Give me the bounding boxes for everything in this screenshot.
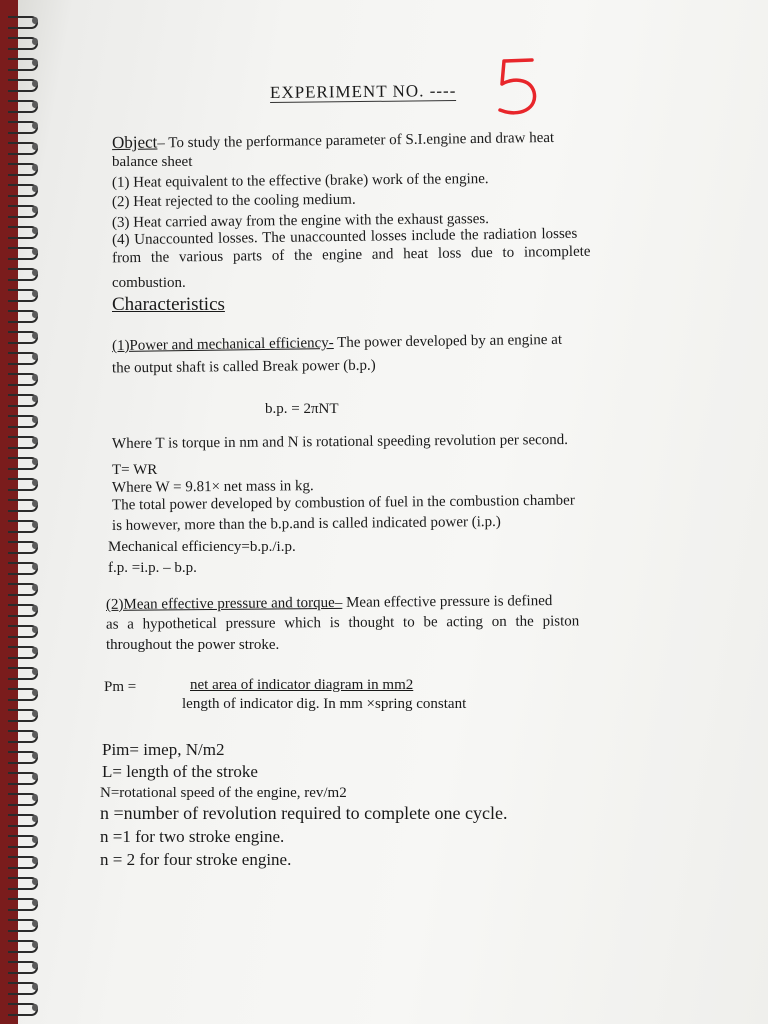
spiral-coil — [2, 1001, 40, 1015]
spiral-coil — [2, 98, 40, 112]
object-item-3: (3) Heat carried away from the engine with the exhaust gasses. — [111, 211, 490, 231]
spiral-coil — [2, 896, 40, 910]
spiral-coil — [2, 938, 40, 952]
object-item-2: (2) Heat rejected to the cooling medium. — [111, 191, 356, 211]
spiral-coil — [2, 770, 40, 784]
line-mech-eff: Mechanical efficiency=b.p./i.p. — [108, 539, 296, 555]
object-item-4-cont: from the various parts of the engine and heat loss due to incomplete — [111, 243, 591, 267]
spiral-coil — [2, 917, 40, 931]
spiral-coil — [2, 665, 40, 679]
spiral-coil — [2, 77, 40, 91]
def-n-speed: N=rotational speed of the engine, rev/m2 — [100, 785, 347, 801]
spiral-coil — [2, 392, 40, 406]
spiral-coil — [2, 203, 40, 217]
line-t-wr: T= WR — [112, 462, 158, 478]
spiral-coil — [2, 539, 40, 553]
title-text: EXPERIMENT NO. ---- — [269, 81, 457, 102]
spiral-coil — [2, 245, 40, 259]
def-n-rev: n =number of revolution required to complete one cycle. — [100, 803, 508, 823]
spiral-coil — [2, 791, 40, 805]
characteristics-heading: Characteristics — [112, 294, 225, 315]
p1-label: (1)Power and mechanical efficiency- — [111, 335, 334, 355]
line-where-w: Where W = 9.81× net mass in kg. — [111, 478, 314, 496]
spiral-coil — [2, 413, 40, 427]
spiral-coil — [2, 581, 40, 595]
experiment-title — [270, 81, 457, 103]
def-pim: Pim= imep, N/m2 — [102, 740, 225, 759]
spiral-coil — [2, 560, 40, 574]
spiral-coil — [2, 350, 40, 364]
object-text: – To study the performance parameter of S.I.engine and draw heat — [157, 129, 555, 152]
p2-line-1 — [106, 592, 553, 615]
spiral-coil — [2, 875, 40, 889]
spiral-coil — [2, 140, 40, 154]
spiral-coil — [2, 959, 40, 973]
line-total-power: The total power developed by combustion of fuel in the combustion chamber — [111, 492, 575, 514]
spiral-coil — [2, 371, 40, 385]
line-fp: f.p. =i.p. – b.p. — [108, 560, 197, 576]
pm-label: Pm = — [104, 679, 137, 695]
spiral-coil — [2, 854, 40, 868]
spiral-coil — [2, 728, 40, 742]
spiral-coil — [2, 833, 40, 847]
p2-line-2: as a hypothetical pressure which is thought to be acting on the piston — [105, 613, 580, 633]
object-item-4-end: combustion. — [112, 275, 186, 291]
spiral-coil — [2, 476, 40, 490]
bp-formula: b.p. = 2πNT — [265, 401, 339, 417]
spiral-coil — [2, 161, 40, 175]
line-where-t: Where T is torque in nm and N is rotational speeding revolution per second. — [111, 432, 569, 452]
spiral-coil — [2, 686, 40, 700]
line-ip: is however, more than the b.p.and is called indicated power (i.p.) — [111, 513, 501, 535]
def-n1: n =1 for two stroke engine. — [100, 827, 285, 846]
pm-numerator-text: net area of indicator diagram in mm2 — [190, 677, 414, 693]
object-heading: Object — [111, 132, 158, 153]
spiral-coil — [2, 602, 40, 616]
spiral-coil — [2, 980, 40, 994]
spiral-coil — [2, 434, 40, 448]
object-item-4: (4) Unaccounted losses. The unaccounted losses include the radiation losses — [111, 225, 578, 249]
spiral-coil — [2, 497, 40, 511]
spiral-coil — [2, 749, 40, 763]
spiral-coil — [2, 14, 40, 28]
spiral-coil — [2, 812, 40, 826]
p1-line-2: the output shaft is called Break power (b.p.) — [111, 357, 376, 377]
spiral-coil — [2, 56, 40, 70]
object-item-1: (1) Heat equivalent to the effective (brake) work of the engine. — [111, 171, 489, 191]
spiral-coil — [2, 119, 40, 133]
p1-text: The power developed by an engine at — [333, 331, 563, 352]
p2-text: Mean effective pressure is defined — [342, 593, 553, 611]
spiral-coil — [2, 518, 40, 532]
p2-line-3: throughout the power stroke. — [106, 637, 280, 653]
handwritten-number-5 — [490, 52, 550, 122]
spiral-coil — [2, 455, 40, 469]
spiral-coil — [2, 266, 40, 280]
spiral-coil — [2, 623, 40, 637]
spiral-coil — [2, 182, 40, 196]
spiral-coil — [2, 707, 40, 721]
spiral-coil — [2, 287, 40, 301]
pm-denominator: length of indicator dig. In mm ×spring constant — [182, 696, 467, 712]
spiral-coil — [2, 35, 40, 49]
p2-label: (2)Mean effective pressure and torque– — [105, 594, 343, 613]
def-n2: n = 2 for four stroke engine. — [100, 850, 292, 869]
def-l: L= length of the stroke — [102, 762, 258, 781]
spiral-coil — [2, 224, 40, 238]
spiral-coil — [2, 644, 40, 658]
object-line-2: balance sheet — [112, 154, 193, 170]
spiral-coil — [2, 308, 40, 322]
spiral-coil — [2, 329, 40, 343]
pm-numerator — [190, 676, 413, 695]
spiral-binding — [0, 0, 40, 1024]
